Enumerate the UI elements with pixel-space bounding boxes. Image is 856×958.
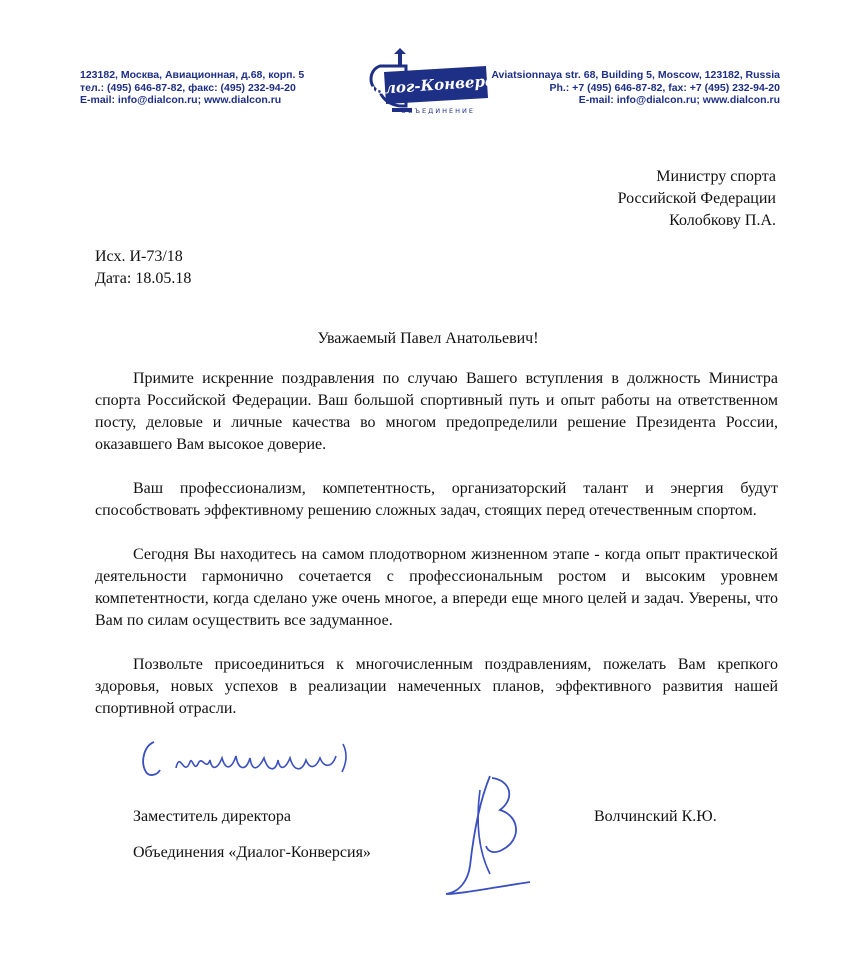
phone-ru: тел.: (495) 646-87-82, факс: (495) 232-94-20 [80, 81, 296, 94]
email-en: E-mail: info@dialcon.ru; www.dialcon.ru [578, 94, 780, 106]
letterhead-contacts-ru [80, 69, 304, 107]
address-ru: 123182, Москва, Авиационная, д.68, корп. 5 [80, 69, 305, 81]
svg-text:ОБЪЕДИНЕНИЕ: ОБЪЕДИНЕНИЕ [401, 107, 475, 115]
handwritten-closing [138, 728, 368, 788]
letter-date: Дата: 18.05.18 [95, 270, 192, 287]
signatory-name: Волчинский К.Ю. [594, 808, 717, 825]
signatory-position: Заместитель директора [133, 808, 292, 825]
addressee-block [618, 166, 776, 232]
letter-body [95, 368, 778, 742]
addressee-line: Российской Федерации [617, 190, 776, 207]
addressee-line: Министру спорта [656, 168, 776, 185]
body-paragraph: Сегодня Вы находитесь на самом плодотворном жизненном этапе - когда опыт практической деятельности гармонично сочетается с профессиональным ростом и высоким уровнем компетентности, когда сделано уже очень многое, а впереди еще много целей и задач. Уверены, что Вам по силам осуществить все задуманное. [95, 546, 778, 629]
signatory-organization: Объединения «Диалог-Конверсия» [133, 844, 371, 861]
body-paragraph: Позвольте присоединиться к многочисленным поздравлениям, пожелать Вам крепкого здоровья, новых успехов в реализации намеченных планов, эффективного развития нашей спортивной отрасли. [95, 656, 778, 717]
outgoing-number: Исх. И-73/18 [95, 248, 183, 265]
phone-en: Ph.: +7 (495) 646-87-82, fax: +7 (495) 232-94-20 [549, 81, 780, 94]
addressee-line: Колобкову П.А. [669, 212, 776, 229]
svg-text:Диалог-Конверсия: Диалог-Конверсия [350, 70, 518, 100]
signature-mark [430, 770, 540, 900]
address-en: Aviatsionnaya str. 68, Building 5, Moscow, 123182, Russia [491, 69, 780, 81]
salutation: Уважаемый Павел Анатольевич! [317, 330, 539, 347]
signatory-title [133, 806, 371, 864]
reference-block [95, 246, 191, 290]
letterhead-contacts-en [491, 69, 780, 107]
body-paragraph: Примите искренние поздравления по случаю Вашего вступления в должность Министра спорта Российской Федерации. Ваш большой спортивный путь и опыт работы на ответственном посту, деловые и личные качества во многом предопределили решение Президента России, оказавшего Вам высокое доверие. [95, 370, 778, 453]
company-logo [350, 46, 518, 116]
email-ru: E-mail: info@dialcon.ru; www.dialcon.ru [80, 94, 282, 106]
body-paragraph: Ваш профессионализм, компетентность, организаторский талант и энергия будут способствовать эффективному решению сложных задач, стоящих перед отечественным спортом. [95, 480, 778, 519]
